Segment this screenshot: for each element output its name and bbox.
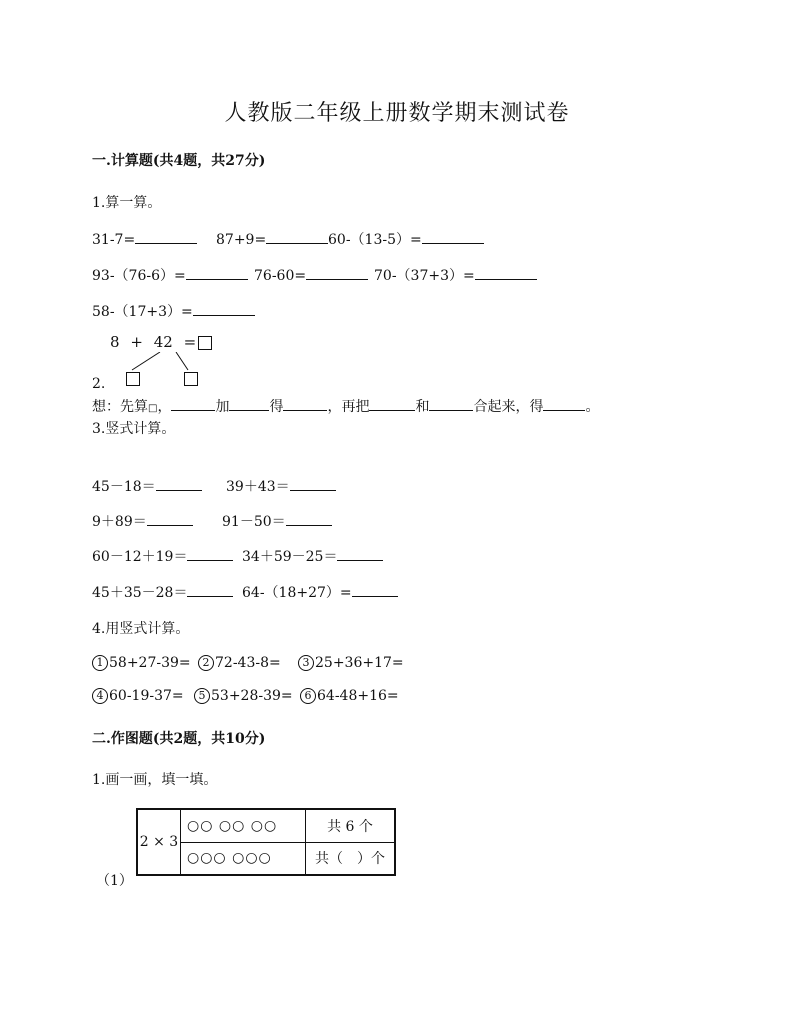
split-box-right[interactable] — [184, 372, 198, 386]
expr-text: 93-（76-6）= — [92, 268, 186, 284]
think-part: 。 — [585, 399, 600, 415]
vertical-calc-1-1 — [92, 476, 202, 496]
expr-row1-2 — [216, 229, 328, 248]
sub-question-number: （1） — [96, 873, 133, 889]
expr-text: 9＋89＝ — [92, 514, 147, 530]
answer-blank[interactable] — [429, 396, 473, 411]
column-calc-5 — [194, 688, 293, 704]
answer-blank[interactable] — [135, 229, 197, 244]
column-calc-6 — [300, 688, 399, 704]
section-heading-draw: 二.作图题(共2题，共10分) — [92, 731, 266, 747]
answer-blank[interactable] — [147, 511, 193, 526]
draw-question-1-label: 1.画一画，填一填。 — [92, 772, 218, 788]
circle-groups-row1: ○○ ○○ ○○ — [181, 809, 306, 842]
section-heading-calc: 一.计算题(共4题，共27分) — [92, 153, 266, 169]
multiplication-expr: 2 × 3 — [137, 809, 181, 875]
expr-text: 60-19-37= — [109, 688, 184, 704]
expr-text: 87+9= — [216, 232, 267, 248]
answer-blank[interactable] — [229, 396, 269, 411]
vertical-calc-3-1 — [92, 546, 233, 566]
answer-blank[interactable] — [352, 582, 398, 597]
circle-groups-row2: ○○○ ○○○ — [181, 842, 306, 875]
answer-blank[interactable] — [422, 229, 484, 244]
expr-text: 39＋43＝ — [226, 479, 290, 495]
answer-blank[interactable] — [337, 546, 383, 561]
answer-blank[interactable] — [369, 396, 415, 411]
think-part: 和 — [415, 399, 430, 415]
expr-text: 58-（17+3）= — [92, 304, 193, 320]
result-box[interactable] — [198, 336, 212, 350]
column-calc-2 — [198, 655, 281, 671]
answer-blank[interactable] — [171, 396, 215, 411]
think-part: ，再把 — [327, 399, 370, 415]
expr-text: 31-7= — [92, 232, 136, 248]
equals-sign: = — [183, 333, 197, 351]
plus-sign: + — [130, 333, 143, 351]
split-lines — [120, 352, 210, 374]
vertical-calc-4-1 — [92, 582, 233, 602]
expr-text: 91－50＝ — [222, 514, 286, 530]
expr-text: 64-（18+27）= — [242, 585, 352, 601]
vertical-calc-3-2 — [242, 546, 383, 566]
expr-text: 72-43-8= — [215, 655, 281, 671]
circled-number: 2 — [198, 655, 214, 671]
expr-text: 25+36+17= — [315, 655, 404, 671]
expr-row2-2 — [254, 265, 368, 284]
expr-text: 53+28-39= — [211, 688, 293, 704]
addend-a: 8 — [110, 333, 120, 351]
circled-number: 4 — [92, 688, 108, 704]
page-title: 人教版二年级上册数学期末测试卷 — [224, 101, 570, 126]
column-calc-3 — [298, 655, 404, 671]
question-1-label: 1.算一算。 — [92, 195, 162, 211]
circled-number: 5 — [194, 688, 210, 704]
expr-row2-3 — [374, 265, 537, 285]
vertical-calc-1-2 — [226, 476, 336, 496]
row1-result: 共 6 个 — [306, 809, 396, 842]
question-2-number: 2. — [92, 376, 106, 392]
expr-text: 70-（37+3）= — [374, 268, 475, 284]
expr-text: 60－12＋19＝ — [92, 549, 188, 565]
expr-row1-1 — [92, 229, 197, 248]
expr-text: 60-（13-5）= — [328, 232, 422, 248]
question-3-label: 3.竖式计算。 — [92, 421, 176, 437]
answer-blank[interactable] — [266, 229, 328, 244]
expr-text: 64-48+16= — [317, 688, 399, 704]
expr-text: 45＋35－28＝ — [92, 585, 188, 601]
row2-result[interactable]: 共（ ）个 — [306, 842, 396, 875]
question-4-label: 4.用竖式计算。 — [92, 621, 190, 637]
addend-b: 42 — [153, 333, 173, 351]
expr-row1-3 — [328, 229, 484, 249]
think-sentence: 想：先算□， 加 得 ，再把 和 合起来，得 。 — [92, 396, 599, 416]
answer-blank[interactable] — [187, 582, 233, 597]
answer-blank[interactable] — [306, 265, 368, 280]
answer-blank[interactable] — [193, 301, 255, 316]
answer-blank[interactable] — [186, 265, 248, 280]
split-equation — [110, 333, 196, 351]
expr-row2-1 — [92, 265, 248, 285]
column-calc-4 — [92, 688, 184, 704]
think-part: ， — [157, 399, 172, 415]
expr-text: 76-60= — [254, 268, 307, 284]
circled-number: 6 — [300, 688, 316, 704]
think-part: 加 — [215, 399, 230, 415]
answer-blank[interactable] — [286, 511, 332, 526]
multiplication-table — [136, 808, 396, 876]
answer-blank[interactable] — [187, 546, 233, 561]
circled-number: 1 — [92, 655, 108, 671]
expr-text: 34＋59－25＝ — [242, 549, 338, 565]
column-calc-1 — [92, 655, 191, 671]
expr-text: 45－18＝ — [92, 479, 156, 495]
vertical-calc-2-2 — [222, 511, 332, 531]
answer-blank[interactable] — [156, 476, 202, 491]
split-box-left[interactable] — [126, 372, 140, 386]
vertical-calc-4-2 — [242, 582, 398, 602]
circled-number: 3 — [298, 655, 314, 671]
think-part: 得 — [269, 399, 284, 415]
answer-blank[interactable] — [290, 476, 336, 491]
answer-blank[interactable] — [543, 396, 585, 411]
expr-text: 58+27-39= — [109, 655, 191, 671]
vertical-calc-2-1 — [92, 511, 193, 531]
think-part: 想：先算 — [92, 399, 148, 415]
expr-row3-1 — [92, 301, 255, 321]
answer-blank[interactable] — [475, 265, 537, 280]
answer-blank[interactable] — [283, 396, 327, 411]
think-part: 合起来，得 — [473, 399, 544, 415]
